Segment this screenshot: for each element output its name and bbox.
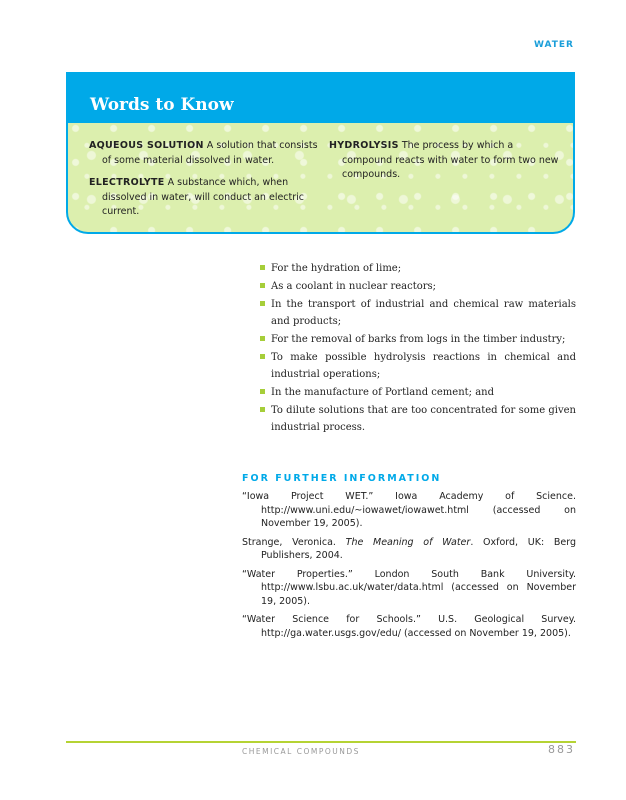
- list-item: As a coolant in nuclear reactors;: [257, 278, 576, 295]
- footer-divider: [66, 741, 576, 743]
- industrial-uses-list: [257, 260, 576, 437]
- glossary-left-column: [89, 139, 319, 228]
- words-to-know-box: [66, 72, 575, 234]
- further-information-heading: FOR FURTHER INFORMATION: [242, 473, 442, 484]
- reference-entry: “Water Properties.” London South Bank University. http://www.lsbu.ac.uk/water/data.html (accessed on November 19, 2005).: [242, 568, 576, 607]
- bullet-icon: [260, 265, 265, 270]
- footer-book-title: CHEMICAL COMPOUNDS: [242, 747, 360, 756]
- glossary-entry: [89, 176, 319, 220]
- reference-entry: Strange, Veronica. The Meaning of Water. Oxford, UK: Berg Publishers, 2004.: [242, 536, 576, 561]
- list-item: To make possible hydrolysis reactions in chemical and industrial operations;: [257, 349, 576, 383]
- list-item: In the manufacture of Portland cement; and: [257, 384, 576, 401]
- glossary-definition: A substance which, when dissolved in water, will conduct an electric current.: [102, 177, 305, 217]
- glossary-definition: A solution that consists of some material dissolved in water.: [102, 140, 318, 166]
- list-item: For the hydration of lime;: [257, 260, 576, 277]
- bullet-icon: [260, 354, 265, 359]
- list-item: In the transport of industrial and chemical raw materials and products;: [257, 296, 576, 330]
- page-number: 883: [548, 743, 575, 756]
- bullet-icon: [260, 407, 265, 412]
- reference-entry: “Water Science for Schools.” U.S. Geological Survey. http://ga.water.usgs.gov/edu/ (accessed on November 19, 2005).: [242, 614, 576, 639]
- bullet-icon: [260, 283, 265, 288]
- references-list: [242, 490, 576, 645]
- glossary-term: AQUEOUS SOLUTION: [89, 140, 204, 151]
- reference-entry: “Iowa Project WET.” Iowa Academy of Science. http://www.uni.edu/~iowawet/iowawet.html (accessed on November 19, 2005).: [242, 491, 576, 529]
- glossary-entry: [89, 139, 319, 168]
- running-head: WATER: [533, 40, 574, 50]
- list-item: For the removal of barks from logs in the timber industry;: [257, 331, 576, 348]
- glossary-term: ELECTROLYTE: [89, 177, 165, 188]
- bullet-icon: [260, 301, 265, 306]
- glossary-right-column: [329, 139, 559, 191]
- book-title: The Meaning of Water: [345, 536, 471, 548]
- glossary-entry: [329, 139, 559, 183]
- glossary-definition: The process by which a compound reacts with water to form two new compounds.: [342, 140, 559, 180]
- list-item: To dilute solutions that are too concentrated for some given industrial process.: [257, 402, 576, 436]
- bullet-icon: [260, 336, 265, 341]
- words-to-know-title: Words to Know: [68, 74, 573, 123]
- bullet-icon: [260, 389, 265, 394]
- glossary-term: HYDROLYSIS: [329, 140, 399, 151]
